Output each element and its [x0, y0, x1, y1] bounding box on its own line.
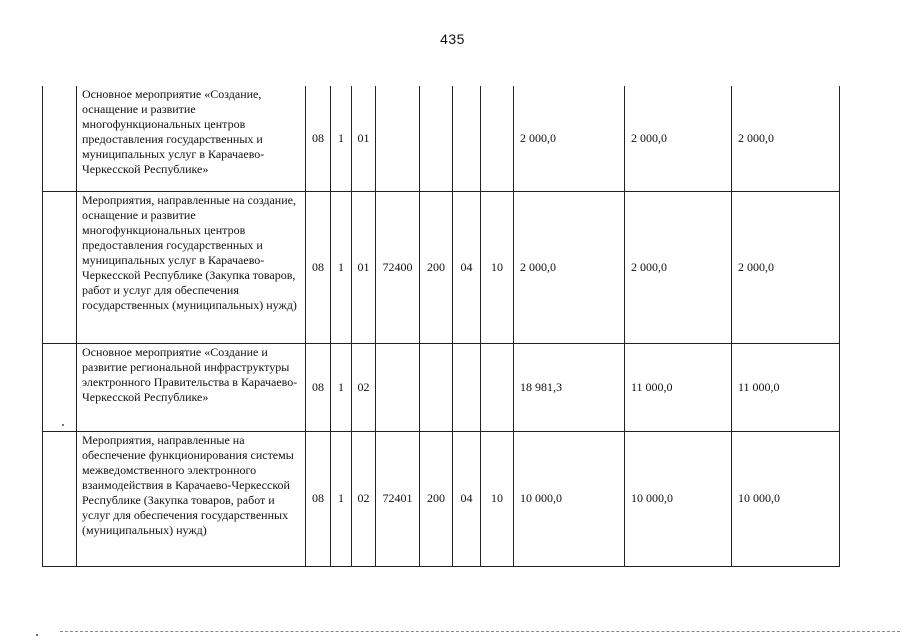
page-number: 435 — [440, 31, 465, 47]
expense-type-cell: 200 — [420, 431, 453, 566]
program-code-cell: 08 — [306, 431, 331, 566]
subsection-cell: 10 — [481, 191, 514, 343]
amount-year-1-cell: 18 981,3 — [514, 343, 625, 431]
program-code-cell: 08 — [306, 343, 331, 431]
scan-artifact-dot — [36, 634, 38, 636]
program-code-cell: 08 — [306, 191, 331, 343]
target-code-cell: 72400 — [376, 191, 420, 343]
target-code-cell: 72401 — [376, 431, 420, 566]
amount-year-3-cell: 2 000,0 — [732, 191, 840, 343]
description-cell: Основное мероприятие «Создание, оснащение и развитие многофункциональных центров предоставления государственных и муниципальных услуг в Карачаево-Черкесской Республике» — [77, 86, 306, 191]
subprogram-code-cell: 1 — [331, 86, 352, 191]
expense-type-cell — [420, 343, 453, 431]
section-cell — [453, 343, 481, 431]
row-marker-cell — [43, 431, 77, 566]
description-cell: Основное мероприятие «Создание и развитие региональной инфраструктуры электронного Правительства в Карачаево-Черкесской Республике» — [77, 343, 306, 431]
row-marker-cell — [43, 343, 77, 431]
amount-year-1-cell: 2 000,0 — [514, 86, 625, 191]
target-code-cell — [376, 86, 420, 191]
subprogram-code-cell: 1 — [331, 431, 352, 566]
amount-year-2-cell: 2 000,0 — [625, 191, 732, 343]
scan-artifact-dot — [62, 424, 64, 426]
amount-year-1-cell: 10 000,0 — [514, 431, 625, 566]
description-cell: Мероприятия, направленные на обеспечение функционирования системы межведомственного электронного взаимодействия в Карачаево-Черкесской Республике (Закупка товаров, работ и услуг для обеспечения государственных (муниципальных) нужд) — [77, 431, 306, 566]
activity-code-cell: 02 — [352, 343, 376, 431]
subprogram-code-cell: 1 — [331, 343, 352, 431]
subsection-cell: 10 — [481, 431, 514, 566]
expense-type-cell — [420, 86, 453, 191]
row-marker-cell — [43, 86, 77, 191]
table-row — [43, 343, 840, 431]
activity-code-cell: 01 — [352, 86, 376, 191]
subsection-cell — [481, 86, 514, 191]
amount-year-3-cell: 11 000,0 — [732, 343, 840, 431]
subprogram-code-cell: 1 — [331, 191, 352, 343]
section-cell: 04 — [453, 191, 481, 343]
activity-code-cell: 02 — [352, 431, 376, 566]
row-marker-cell — [43, 191, 77, 343]
budget-table — [42, 86, 840, 567]
scan-artifact-line — [60, 631, 900, 632]
subsection-cell — [481, 343, 514, 431]
section-cell — [453, 86, 481, 191]
amount-year-1-cell: 2 000,0 — [514, 191, 625, 343]
amount-year-2-cell: 10 000,0 — [625, 431, 732, 566]
table-row — [43, 191, 840, 343]
amount-year-3-cell: 2 000,0 — [732, 86, 840, 191]
table-row — [43, 431, 840, 566]
amount-year-3-cell: 10 000,0 — [732, 431, 840, 566]
activity-code-cell: 01 — [352, 191, 376, 343]
section-cell: 04 — [453, 431, 481, 566]
budget-table-body — [43, 86, 840, 566]
table-row — [43, 86, 840, 191]
amount-year-2-cell: 2 000,0 — [625, 86, 732, 191]
program-code-cell: 08 — [306, 86, 331, 191]
amount-year-2-cell: 11 000,0 — [625, 343, 732, 431]
description-cell: Мероприятия, направленные на создание, оснащение и развитие многофункциональных центров предоставления государственных и муниципальных услуг в Карачаево-Черкесской Республике (Закупка товаров, работ и услуг для обеспечения государственных (муниципальных) нужд) — [77, 191, 306, 343]
target-code-cell — [376, 343, 420, 431]
expense-type-cell: 200 — [420, 191, 453, 343]
